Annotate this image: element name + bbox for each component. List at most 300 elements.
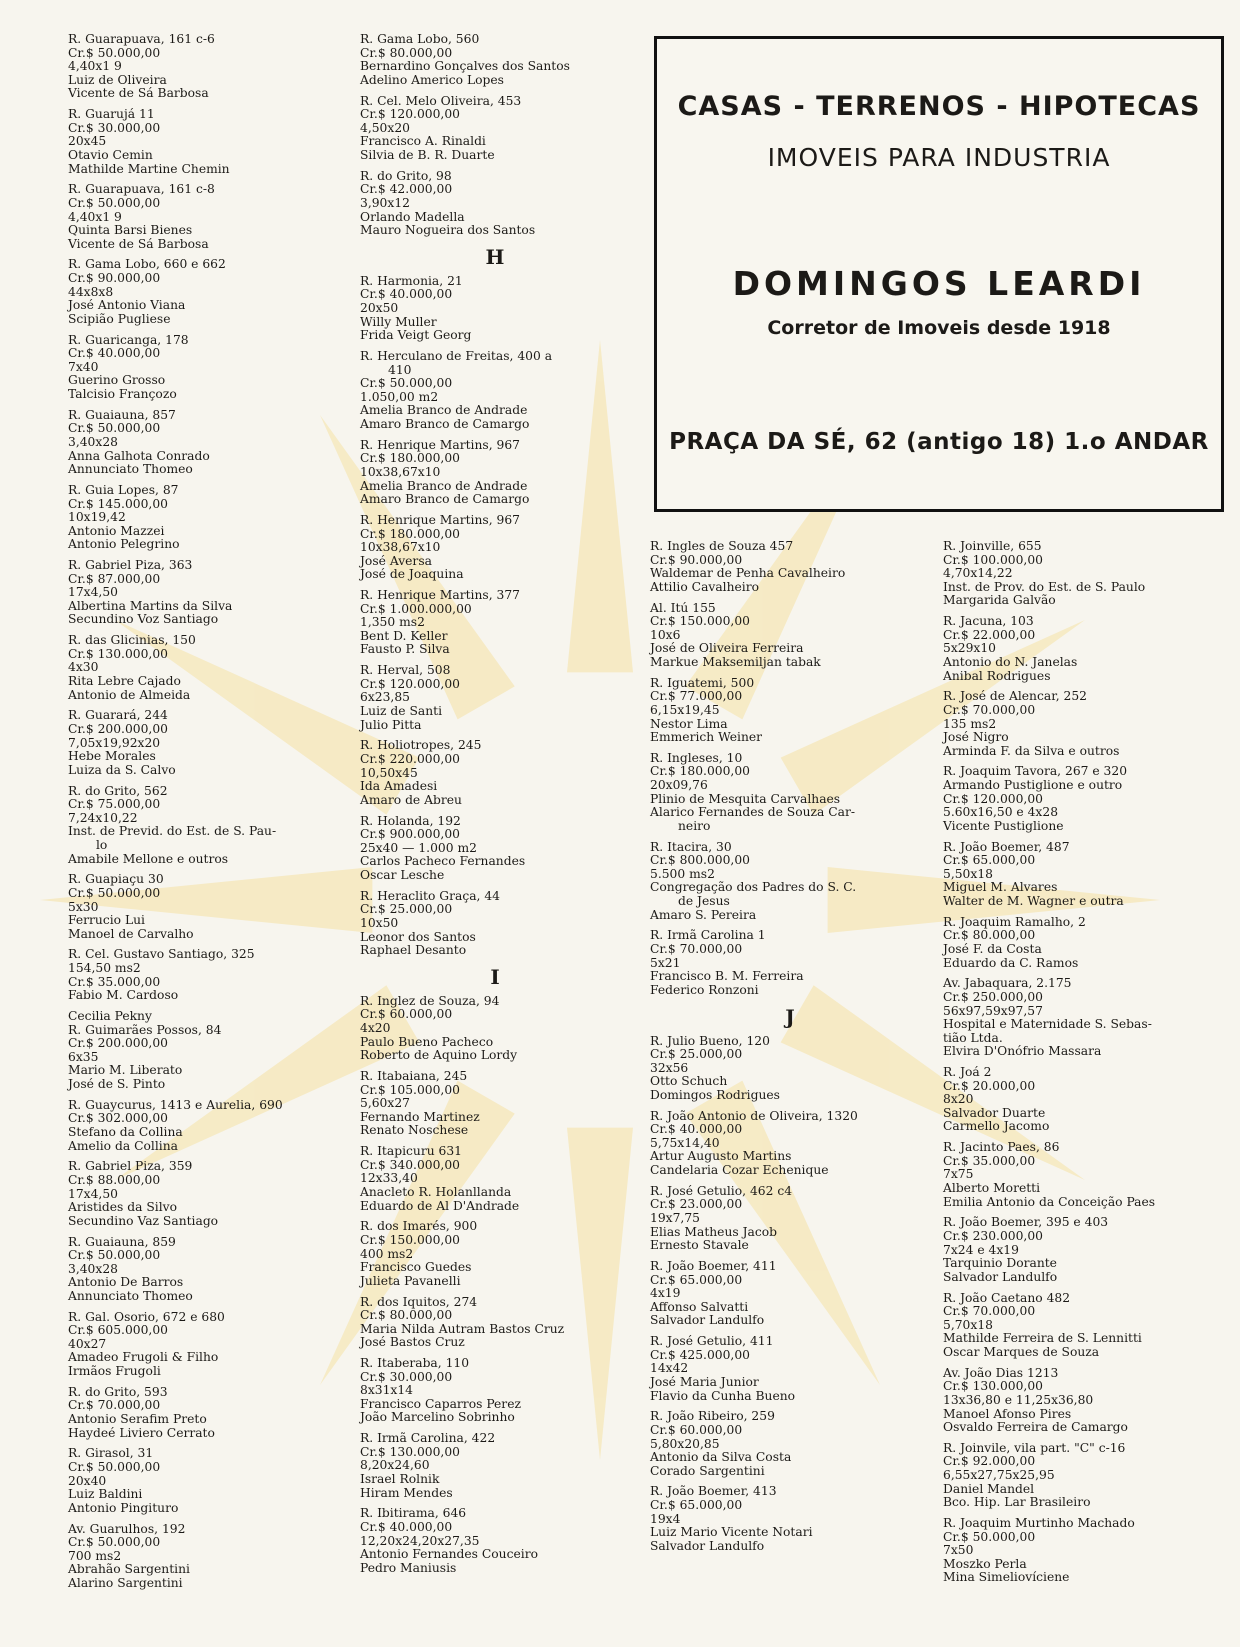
listing-entry	[943, 1066, 1218, 1134]
listing-line: Paulo Bueno Pacheco	[360, 1034, 494, 1049]
listing-line: Mauro Nogueira dos Santos	[360, 223, 536, 238]
listing-line: 10,50x45	[360, 765, 418, 780]
listing-line: 4,40x1 9	[68, 59, 122, 74]
listing-line: Talcisio Françozo	[68, 387, 177, 401]
listing-line: de Jesus	[678, 894, 730, 908]
listing-line: Oscar Marques de Souza	[943, 1344, 1100, 1359]
listing-entry	[650, 841, 930, 923]
listing-line: Eduardo da C. Ramos	[943, 955, 1079, 970]
listing-line: Eduardo de Al D'Andrade	[360, 1198, 520, 1213]
listing-entry	[68, 1010, 333, 1092]
listing-entry	[360, 589, 630, 657]
listing-line: Cr.$ 180.000,00	[360, 451, 460, 466]
listing-line: 4,70x14,22	[943, 566, 1013, 581]
listing-line: Attilio Cavalheiro	[650, 579, 760, 594]
listing-line: R. Guaiauna, 859	[68, 1234, 176, 1249]
listing-line: R. do Grito, 593	[68, 1384, 168, 1399]
listing-line: Orlando Madella	[360, 209, 465, 224]
listing-line: R. dos Imarés, 900	[360, 1219, 478, 1234]
listing-entry	[68, 559, 333, 627]
listing-line: R. Gama Lobo, 660 e 662	[68, 257, 226, 272]
listing-line: R. Joaquim Tavora, 267 e 320	[943, 764, 1128, 779]
listing-entry	[68, 948, 333, 1002]
listing-line: Amelio da Collina	[68, 1138, 178, 1153]
listing-line: Federico Ronzoni	[650, 982, 759, 997]
listing-line: 410	[388, 362, 412, 377]
listing-line: 17x4,50	[68, 585, 118, 600]
listing-line: Ferrucio Lui	[68, 913, 145, 928]
listing-entry	[650, 1185, 930, 1253]
listing-line: 44x8x8	[68, 284, 114, 299]
listing-line: R. Guarapuava, 161 c-8	[68, 182, 215, 197]
listing-line: R. Heraclito Graça, 44	[360, 888, 501, 903]
listing-line: Albertina Martins da Silva	[68, 598, 233, 613]
listing-line: Anibal Rodrigues	[943, 668, 1051, 683]
listing-line: Pedro Maniusis	[360, 1560, 457, 1575]
listing-line: Salvador Duarte	[943, 1105, 1046, 1120]
listing-line: R. Guapiaçu 30	[68, 872, 164, 887]
listing-line: Adelino Americo Lopes	[360, 72, 504, 87]
listing-line: R. Jacinto Paes, 86	[943, 1140, 1060, 1155]
listing-line: Cr.$ 80.000,00	[360, 1308, 453, 1323]
listing-line: R. Itaberaba, 110	[360, 1356, 470, 1371]
listing-line: Cr.$ 40.000,00	[360, 1519, 453, 1534]
listing-line: 700 ms2	[68, 1548, 122, 1563]
listing-line: 7x40	[68, 359, 99, 374]
listing-line: R. Inglez de Souza, 94	[360, 993, 500, 1008]
listing-entry	[650, 1035, 930, 1103]
listing-line: Cr.$ 230.000,00	[943, 1229, 1043, 1243]
listing-line: Cr.$ 50.000,00	[68, 421, 161, 436]
listing-line: Cr.$ 100.000,00	[943, 552, 1043, 567]
listing-line: 1,350 ms2	[360, 615, 425, 630]
section-letter-heading: I	[490, 964, 500, 989]
listing-entry	[943, 540, 1218, 608]
listing-line: Irmãos Frugoli	[68, 1364, 161, 1379]
listing-line: Hebe Morales	[68, 749, 156, 764]
listing-line: Willy Muller	[360, 314, 437, 329]
listing-line: Mathilde Martine Chemin	[68, 161, 230, 176]
listing-line: Inst. de Previd. do Est. de S. Pau-	[68, 824, 277, 839]
listing-line: R. João Boemer, 413	[650, 1484, 777, 1499]
listing-entry	[360, 890, 630, 958]
listing-line: R. dos Iquitos, 274	[360, 1294, 478, 1309]
listing-entry	[68, 484, 333, 552]
listing-line: Cr.$ 23.000,00	[650, 1197, 743, 1212]
listing-line: Tarquinio Dorante	[943, 1256, 1057, 1271]
listing-line: Cr.$ 70.000,00	[650, 941, 743, 956]
listing-line: 13x36,80 e 11,25x36,80	[943, 1392, 1094, 1407]
listing-line: Oscar Lesche	[360, 867, 445, 882]
listing-line: José de Oliveira Ferreira	[650, 641, 804, 656]
listing-line: 7,05x19,92x20	[68, 735, 161, 750]
listing-line: Cr.$ 130.000,00	[68, 646, 168, 661]
listing-line: Cr.$ 50.000,00	[68, 885, 161, 900]
listing-line: Cr.$ 50.000,00	[68, 45, 161, 60]
section-letter-heading: J	[785, 1004, 795, 1029]
listing-line: R. Itapicuru 631	[360, 1144, 462, 1159]
listing-line: R. Ibitirama, 646	[360, 1506, 467, 1521]
listing-line: 14x42	[650, 1361, 689, 1376]
listing-line: Cr.$ 302.000,00	[68, 1111, 168, 1126]
listing-line: Hiram Mendes	[360, 1485, 453, 1500]
listing-line: R. Harmonia, 21	[360, 273, 463, 288]
listing-line: Amaro Branco de Camargo	[360, 417, 530, 431]
listing-entry	[68, 1386, 333, 1440]
listing-line: Cr.$ 75.000,00	[68, 797, 161, 812]
listing-line: Cr.$ 180.000,00	[650, 764, 750, 779]
listing-line: Amabile Mellone e outros	[68, 851, 229, 866]
listing-line: R. José Getulio, 462 c4	[650, 1183, 793, 1198]
listing-line: Cr.$ 105.000,00	[360, 1082, 460, 1097]
listing-line: Cr.$ 40.000,00	[650, 1122, 743, 1137]
listing-line: Guerino Grosso	[68, 373, 166, 388]
listing-line: R. Holanda, 192	[360, 813, 461, 828]
listing-line: Frida Veigt Georg	[360, 328, 472, 343]
listing-line: Alarino Sargentini	[68, 1575, 183, 1590]
listing-line: R. Gama Lobo, 560	[360, 32, 480, 46]
listing-line: R. Guarará, 244	[68, 708, 168, 723]
listing-line: Cr.$ 70.000,00	[943, 702, 1036, 717]
listing-line: Anacleto R. Holanllanda	[360, 1184, 512, 1199]
listing-line: Alberto Moretti	[943, 1181, 1041, 1196]
listing-line: Candelaria Cozar Echenique	[650, 1163, 829, 1178]
listing-line: 4x20	[360, 1021, 391, 1036]
listing-line: Waldemar de Penha Cavalheiro	[650, 566, 846, 581]
listing-column-2	[360, 33, 630, 1583]
listing-line: 3,40x28	[68, 434, 118, 449]
listing-entry	[650, 602, 930, 670]
listing-line: Cr.$ 80.000,00	[943, 928, 1036, 943]
listing-line: Quinta Barsi Bienes	[68, 223, 193, 238]
listing-line: Fabio M. Cardoso	[68, 988, 179, 1003]
listing-line: Vicente de Sá Barbosa	[68, 86, 209, 101]
listing-line: Nestor Lima	[650, 716, 728, 731]
listing-line: Cr.$ 65.000,00	[650, 1498, 743, 1513]
ad-subtitle: IMOVEIS PARA INDUSTRIA	[767, 143, 1111, 172]
listing-line: Manoel de Carvalho	[68, 926, 194, 941]
listing-line: Julio Pitta	[360, 717, 422, 732]
listing-line: 10x6	[650, 627, 681, 642]
listing-entry	[943, 615, 1218, 683]
listing-line: Cr.$ 200.000,00	[68, 722, 168, 736]
listing-line: 5.60x16,50 e 4x28	[943, 805, 1059, 820]
listing-line: tião Ltda.	[943, 1030, 1003, 1045]
listing-line: R. Cel. Melo Oliveira, 453	[360, 93, 522, 108]
listing-line: Luiza da S. Calvo	[68, 762, 176, 777]
listing-entry	[68, 33, 333, 101]
listing-line: R. Guimarães Possos, 84	[68, 1022, 222, 1037]
listing-line: 8x20	[943, 1092, 974, 1107]
listing-entry	[360, 815, 630, 883]
listing-entry	[68, 1523, 333, 1591]
listing-line: Mathilde Ferreira de S. Lennitti	[943, 1331, 1142, 1346]
listing-entry	[360, 514, 630, 582]
listing-line: Cr.$ 80.000,00	[360, 45, 453, 60]
listing-line: R. Joaquim Ramalho, 2	[943, 914, 1086, 929]
listing-line: R. Jacuna, 103	[943, 614, 1034, 629]
listing-line: Cr.$ 70.000,00	[68, 1398, 161, 1413]
listing-line: 25x40 — 1.000 m2	[360, 840, 477, 855]
listing-line: R. Irmã Carolina 1	[650, 928, 766, 943]
listing-line: Carlos Pacheco Fernandes	[360, 854, 526, 869]
listing-line: Corado Sargentini	[650, 1463, 765, 1478]
listing-entry	[650, 929, 930, 997]
listing-line: José Aversa	[360, 553, 432, 568]
listing-line: 4,50x20	[360, 120, 410, 135]
listing-line: Walter de M. Wagner e outra	[943, 894, 1124, 908]
listing-entry	[360, 439, 630, 507]
listing-line: Cr.$ 22.000,00	[943, 627, 1036, 642]
listing-line: R. Guarujá 11	[68, 107, 155, 122]
listing-line: Silvia de B. R. Duarte	[360, 147, 495, 162]
listing-line: Congregação dos Padres do S. C.	[650, 880, 857, 895]
listing-line: Alarico Fernandes de Souza Car-	[650, 805, 856, 820]
listing-entry	[68, 873, 333, 941]
listing-entry	[68, 785, 333, 867]
listing-line: Cr.$ 120.000,00	[360, 107, 460, 122]
listing-entry	[68, 1160, 333, 1228]
listing-line: 20x09,76	[650, 778, 708, 793]
listing-entry	[943, 977, 1218, 1059]
listing-entry	[68, 634, 333, 702]
listing-line: João Marcelino Sobrinho	[360, 1410, 515, 1425]
listing-line: Otto Schuch	[650, 1074, 728, 1089]
listing-line: 56x97,59x97,57	[943, 1003, 1043, 1018]
listing-line: 20x50	[360, 301, 399, 316]
listing-line: R. Herculano de Freitas, 400 a	[360, 349, 553, 364]
listing-line: Osvaldo Ferreira de Camargo	[943, 1420, 1128, 1435]
listing-line: Luiz de Oliveira	[68, 72, 167, 87]
listing-line: Emmerich Weiner	[650, 730, 763, 745]
listing-line: Cr.$ 40.000,00	[68, 346, 161, 361]
listing-line: Artur Augusto Martins	[650, 1149, 792, 1164]
listing-line: José Nigro	[943, 730, 1009, 745]
ad-broker-name: DOMINGOS LEARDI	[732, 264, 1146, 303]
listing-line: Cr.$ 145.000,00	[68, 496, 168, 511]
listing-line: Cr.$ 180.000,00	[360, 526, 460, 541]
listing-line: 1.050,00 m2	[360, 389, 439, 404]
listing-line: Cr.$ 800.000,00	[650, 853, 750, 868]
listing-entry	[68, 1311, 333, 1379]
listing-line: Salvador Landulfo	[650, 1538, 765, 1553]
listing-line: Miguel M. Alvares	[943, 880, 1058, 895]
listing-line: Luiz Baldini	[68, 1487, 143, 1502]
listing-line: R. Ingles de Souza 457	[650, 539, 794, 553]
listing-line: Arminda F. da Silva e outros	[943, 743, 1120, 758]
listing-line: Israel Rolnik	[360, 1472, 440, 1486]
listing-entry	[360, 275, 630, 343]
listing-entry	[68, 258, 333, 326]
listing-entry	[360, 170, 630, 238]
listing-line: Cr.$ 25.000,00	[360, 902, 453, 917]
listing-line: José de Joaquina	[360, 567, 464, 582]
listing-line: Bernardino Gonçalves dos Santos	[360, 59, 570, 74]
listing-line: José Maria Junior	[650, 1374, 759, 1389]
listing-entry	[360, 350, 630, 432]
listing-line: Rita Lebre Cajado	[68, 674, 181, 689]
listing-column-4	[943, 540, 1218, 1592]
listing-line: 154,50 ms2	[68, 961, 141, 976]
listing-line: R. Itabaiana, 245	[360, 1069, 468, 1084]
listing-line: Salvador Landulfo	[943, 1269, 1058, 1284]
listing-line: Daniel Mandel	[943, 1481, 1035, 1496]
listing-line: R. Herval, 508	[360, 663, 451, 678]
listing-line: Cr.$ 150.000,00	[360, 1232, 460, 1247]
listing-line: 17x4,50	[68, 1186, 118, 1201]
listing-line: Antonio Mazzei	[68, 523, 165, 538]
listing-line: Annunciato Thomeo	[68, 1288, 193, 1303]
listing-entry	[943, 690, 1218, 758]
listing-entry	[360, 995, 630, 1063]
listing-line: Antonio Serafim Preto	[68, 1412, 207, 1426]
listing-line: Manoel Afonso Pires	[943, 1406, 1072, 1421]
listing-line: Moszko Perla	[943, 1556, 1027, 1571]
listing-line: Cr.$ 30.000,00	[68, 120, 161, 135]
listing-line: Secundino Voz Santiago	[68, 612, 219, 627]
listing-column-1	[68, 33, 333, 1598]
listing-line: Hospital e Maternidade S. Sebas-	[943, 1017, 1152, 1032]
listing-line: Cr.$ 120.000,00	[943, 791, 1043, 806]
listing-line: R. João Ribeiro, 259	[650, 1409, 775, 1424]
listing-line: Cr.$ 30.000,00	[360, 1369, 453, 1384]
listing-line: Affonso Salvatti	[650, 1299, 749, 1314]
listing-entry	[360, 1296, 630, 1350]
listing-entry	[943, 841, 1218, 909]
listing-line: R. João Antonio de Oliveira, 1320	[650, 1108, 858, 1123]
listing-entry	[360, 664, 630, 732]
listing-line: Haydeé Liviero Cerrato	[68, 1425, 215, 1440]
listing-line: 20x40	[68, 1473, 107, 1488]
listing-line: Cr.$ 65.000,00	[650, 1272, 743, 1287]
listing-line: Abrahão Sargentini	[68, 1562, 190, 1577]
listing-line: R. Gal. Osorio, 672 e 680	[68, 1309, 225, 1324]
listing-line: R. Irmã Carolina, 422	[360, 1431, 496, 1446]
listing-line: R. Henrique Martins, 967	[360, 437, 520, 452]
listing-entry	[68, 108, 333, 176]
listing-entry	[943, 1292, 1218, 1360]
listing-line: Cr.$ 25.000,00	[650, 1047, 743, 1062]
listing-line: Amaro de Abreu	[360, 792, 462, 807]
listing-line: 5,60x27	[360, 1096, 410, 1111]
listing-line: Antonio Fernandes Couceiro	[360, 1547, 538, 1562]
listing-line: Luiz de Santi	[360, 704, 443, 719]
listing-line: neiro	[678, 818, 711, 833]
listing-entry	[68, 1447, 333, 1515]
listing-line: 8,20x24,60	[360, 1458, 430, 1473]
listing-entry	[68, 709, 333, 777]
listing-entry	[650, 1485, 930, 1553]
listing-line: R. Holiotropes, 245	[360, 738, 482, 753]
listing-line: R. João Caetano 482	[943, 1290, 1071, 1305]
listing-entry	[650, 1335, 930, 1403]
listing-entry	[68, 183, 333, 251]
listing-line: Mina Simeliovíciene	[943, 1570, 1070, 1585]
listing-line: 12,20x24,20x27,35	[360, 1533, 480, 1548]
listing-line: 6x35	[68, 1049, 99, 1064]
listing-line: Francisco A. Rinaldi	[360, 134, 486, 149]
listing-line: 5x21	[650, 955, 681, 970]
listing-line: 4x19	[650, 1286, 681, 1301]
listing-line: Cr.$ 425.000,00	[650, 1347, 750, 1362]
listing-line: José Bastos Cruz	[360, 1335, 465, 1350]
listing-line: 8x31x14	[360, 1383, 413, 1398]
listing-entry	[943, 1442, 1218, 1510]
listing-line: 3,90x12	[360, 195, 410, 210]
listing-entry	[360, 1507, 630, 1575]
listing-line: 12x33,40	[360, 1171, 418, 1186]
listing-line: Julieta Pavanelli	[360, 1273, 461, 1288]
listing-line: Cr.$ 50.000,00	[68, 195, 161, 210]
listing-line: 6,55x27,75x25,95	[943, 1468, 1055, 1483]
listing-entry	[943, 765, 1218, 833]
listing-line: Cr.$ 77.000,00	[650, 689, 743, 704]
advertisement-box	[654, 36, 1224, 512]
listing-line: Aristides da Silvo	[68, 1200, 177, 1215]
listing-line: Flavio da Cunha Bueno	[650, 1388, 796, 1403]
listing-line: Cr.$ 120.000,00	[360, 676, 460, 691]
listing-line: Mario M. Liberato	[68, 1063, 183, 1078]
listing-line: Cr.$ 90.000,00	[68, 271, 161, 286]
listing-line: 10x19,42	[68, 510, 126, 525]
listing-line: 5.500 ms2	[650, 866, 715, 881]
listing-line: 32x56	[650, 1060, 689, 1075]
listing-line: Francisco Guedes	[360, 1260, 472, 1275]
listing-line: R. Guarapuava, 161 c-6	[68, 32, 215, 46]
listing-line: R. Henrique Martins, 967	[360, 512, 520, 527]
listing-entry	[650, 677, 930, 745]
listing-entry	[360, 739, 630, 807]
listing-entry	[360, 1220, 630, 1288]
listing-line: Vicente de Sá Barbosa	[68, 236, 209, 251]
listing-line: Fausto P. Silva	[360, 642, 450, 657]
listing-line: Cr.$ 70.000,00	[943, 1304, 1036, 1319]
listing-line: R. Cel. Gustavo Santiago, 325	[68, 947, 255, 962]
listing-line: Cr.$ 60.000,00	[650, 1422, 743, 1437]
listing-line: Antonio de Almeida	[68, 687, 191, 702]
listing-entry	[650, 1410, 930, 1478]
listing-line: Cr.$ 605.000,00	[68, 1323, 168, 1338]
listing-line: Renato Noschese	[360, 1123, 469, 1138]
listing-entry	[943, 1141, 1218, 1209]
listing-line: 19x4	[650, 1511, 681, 1526]
listing-line: Amelia Branco de Andrade	[360, 478, 528, 493]
listing-line: Cr.$ 50.000,00	[943, 1529, 1036, 1544]
listing-line: Av. Jabaquara, 2.175	[943, 976, 1072, 991]
listing-line: Cr.$ 340.000,00	[360, 1157, 460, 1172]
listing-line: Antonio da Silva Costa	[650, 1450, 792, 1465]
listing-line: R. do Grito, 562	[68, 783, 168, 798]
listing-line: José F. da Costa	[943, 941, 1042, 956]
listing-line: R. Gabriel Piza, 363	[68, 558, 193, 573]
listing-line: 5,50x18	[943, 866, 993, 881]
listing-line: José Antonio Viana	[68, 298, 186, 313]
listing-line: R. do Grito, 98	[360, 168, 452, 183]
listing-line: 7,24x10,22	[68, 810, 138, 825]
listing-line: R. das Glicinias, 150	[68, 633, 196, 648]
listing-line: R. Iguatemi, 500	[650, 675, 755, 690]
listing-entry	[360, 33, 630, 87]
listing-line: R. João Boemer, 411	[650, 1259, 777, 1273]
listing-entry	[650, 540, 930, 594]
listing-entry	[943, 1367, 1218, 1435]
listing-entry	[68, 1236, 333, 1304]
listing-line: 135 ms2	[943, 716, 997, 731]
listing-line: Amadeo Frugoli & Filho	[68, 1350, 219, 1365]
listing-entry	[360, 95, 630, 163]
listing-line: Av. João Dias 1213	[943, 1365, 1059, 1380]
listing-line: Scipião Pugliese	[68, 311, 171, 326]
